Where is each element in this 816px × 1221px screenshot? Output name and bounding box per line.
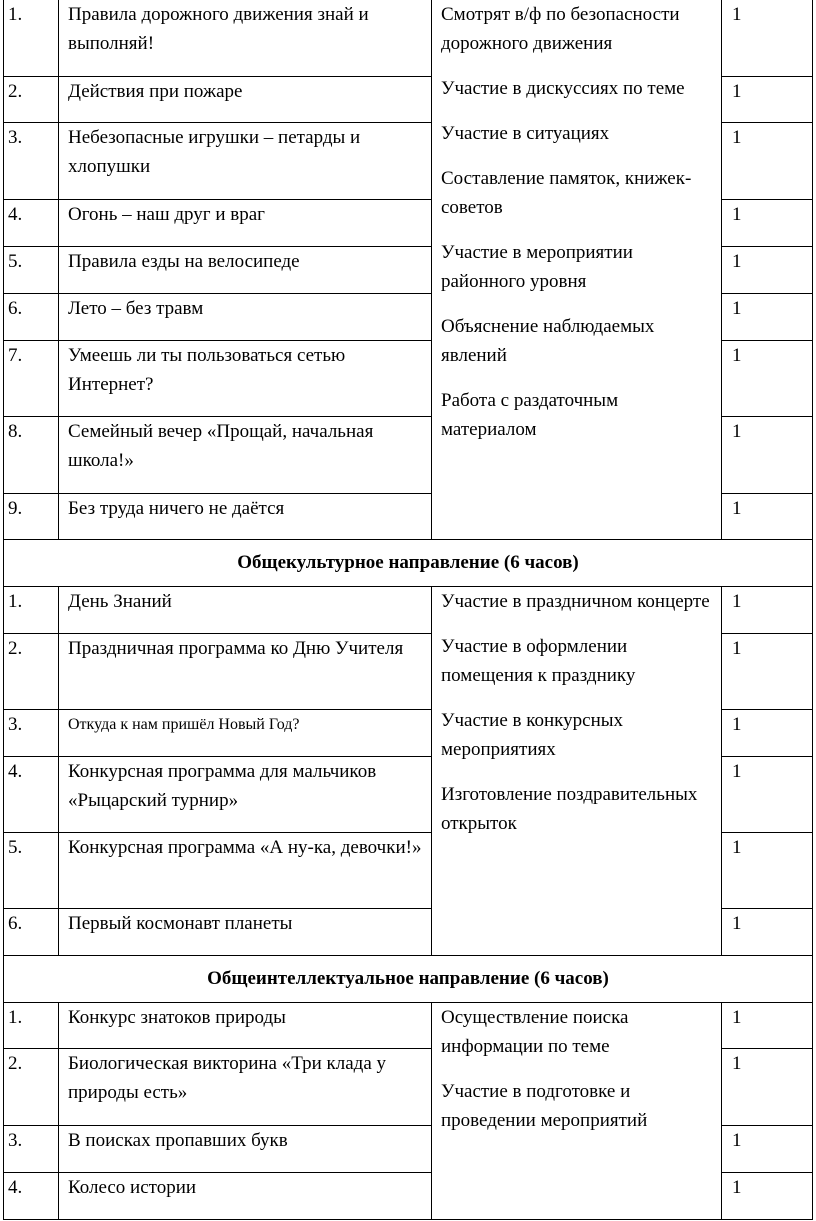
activity-item: Работа с раздаточным материалом: [441, 390, 619, 440]
row-number: 8.: [4, 416, 59, 493]
row-topic: Небезопасные игрушки – петарды и хлопушки: [59, 122, 432, 199]
row-topic: Праздничная программа ко Дню Учителя: [59, 633, 432, 709]
activity-item: Составление памяток, книжек-советов: [441, 168, 692, 218]
table-row: [4, 1002, 813, 1048]
section-row: [4, 955, 813, 1002]
row-hours: 1: [722, 908, 813, 955]
row-number: 1.: [4, 0, 59, 76]
activity-item: Участие в подготовке и проведении мероприятий: [441, 1080, 648, 1131]
row-topic: Конкурсная программа для мальчиков «Рыцарский турнир»: [59, 756, 432, 832]
row-number: 2.: [4, 1048, 59, 1125]
row-topic: Лето – без травм: [59, 293, 432, 340]
row-number: 2.: [4, 76, 59, 122]
row-hours: 1: [722, 199, 813, 246]
row-hours: 1: [722, 493, 813, 539]
row-number: 1.: [4, 586, 59, 633]
activity-item: Участие в конкурсных мероприятиях: [441, 709, 624, 760]
row-hours: 1: [722, 1048, 813, 1125]
row-topic: Откуда к нам пришёл Новый Год?: [59, 709, 432, 756]
row-hours: 1: [722, 76, 813, 122]
row-number: 3.: [4, 1125, 59, 1172]
row-topic: Правила дорожного движения знай и выполняй!: [59, 0, 432, 76]
table-row: [4, 586, 813, 633]
row-topic: День Знаний: [59, 586, 432, 633]
row-hours: 1: [722, 340, 813, 416]
row-number: 5.: [4, 832, 59, 908]
activity-item: Участие в мероприятии районного уровня: [441, 242, 633, 292]
row-topic: Умеешь ли ты пользоваться сетью Интернет?: [59, 340, 432, 416]
row-hours: 1: [722, 633, 813, 709]
row-number: 5.: [4, 246, 59, 293]
section-row: [4, 539, 813, 586]
activities-cell: [432, 0, 722, 539]
row-topic: Конкурсная программа «А ну-ка, девочки!»: [59, 832, 432, 908]
row-number: 7.: [4, 340, 59, 416]
row-hours: 1: [722, 709, 813, 756]
row-number: 3.: [4, 709, 59, 756]
activity-item: Смотрят в/ф по безопасности дорожного движения: [441, 4, 680, 54]
row-number: 4.: [4, 756, 59, 832]
row-hours: 1: [722, 293, 813, 340]
row-number: 9.: [4, 493, 59, 539]
row-topic: Правила езды на велосипеде: [59, 246, 432, 293]
row-hours: 1: [722, 0, 813, 76]
row-hours: 1: [722, 246, 813, 293]
row-number: 4.: [4, 199, 59, 246]
activity-item: Изготовление поздравительных открыток: [441, 783, 698, 834]
row-topic: Биологическая викторина «Три клада у природы есть»: [59, 1048, 432, 1125]
row-topic: Без труда ничего не даётся: [59, 493, 432, 539]
row-hours: 1: [722, 1172, 813, 1219]
row-topic: Действия при пожаре: [59, 76, 432, 122]
activities-cell: [432, 586, 722, 955]
row-hours: 1: [722, 756, 813, 832]
table-row: [4, 0, 813, 76]
activity-item: Участие в дискуссиях по теме: [441, 78, 685, 99]
row-hours: 1: [722, 416, 813, 493]
activity-item: Участие в праздничном концерте: [441, 590, 710, 612]
row-hours: 1: [722, 586, 813, 633]
row-hours: 1: [722, 832, 813, 908]
activity-item: Объяснение наблюдаемых явлений: [441, 316, 655, 366]
row-hours: 1: [722, 1125, 813, 1172]
activities-cell: [432, 1002, 722, 1219]
row-number: 1.: [4, 1002, 59, 1048]
row-number: 3.: [4, 122, 59, 199]
row-number: 4.: [4, 1172, 59, 1219]
program-table: [3, 0, 813, 1220]
activity-item: Участие в оформлении помещения к празднику: [441, 635, 636, 686]
row-hours: 1: [722, 122, 813, 199]
row-topic: Конкурс знатоков природы: [59, 1002, 432, 1048]
row-topic: Колесо истории: [59, 1172, 432, 1219]
row-number: 2.: [4, 633, 59, 709]
row-topic: Огонь – наш друг и враг: [59, 199, 432, 246]
row-number: 6.: [4, 293, 59, 340]
section-heading: Общеинтеллектуальное направление (6 часов): [4, 955, 813, 1002]
section-heading: Общекультурное направление (6 часов): [4, 539, 813, 586]
row-topic: Семейный вечер «Прощай, начальная школа!»: [59, 416, 432, 493]
row-topic: Первый космонавт планеты: [59, 908, 432, 955]
row-number: 6.: [4, 908, 59, 955]
row-topic: В поисках пропавших букв: [59, 1125, 432, 1172]
activity-item: Осуществление поиска информации по теме: [441, 1006, 629, 1057]
row-hours: 1: [722, 1002, 813, 1048]
activity-item: Участие в ситуациях: [441, 123, 610, 144]
